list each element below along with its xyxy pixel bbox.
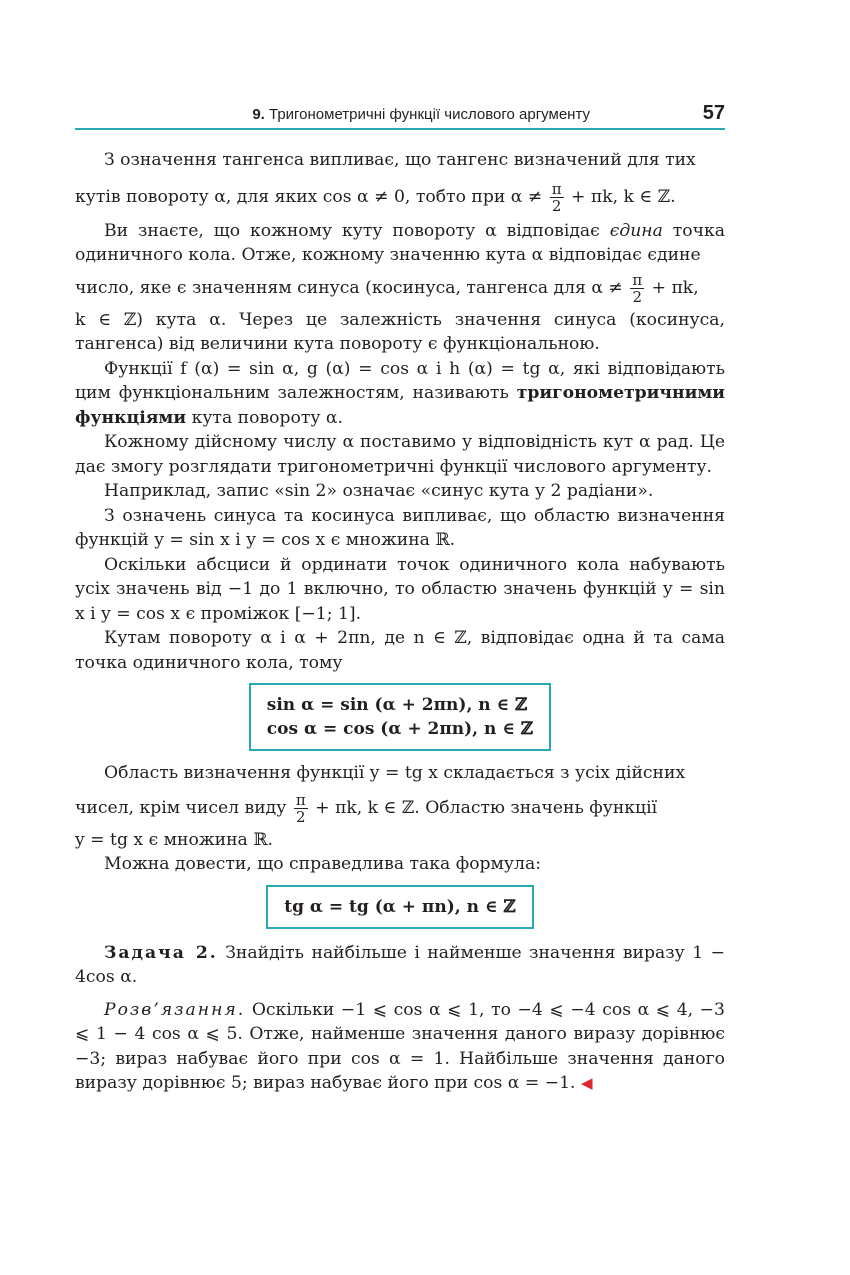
task-2 — [75, 941, 725, 990]
paragraph-tg-domain-cont: чисел, крім чисел виду $\frac{\pi}{2}$ + πk, k ∈ ℤ. Областю значень функції — [75, 790, 658, 826]
emphasis-unique: єдина — [609, 220, 663, 241]
paragraph-periodicity: Кутам повороту α і α + 2πn, де n ∈ ℤ, відповідає одна й та сама точка одиничного кола, тому — [75, 628, 725, 673]
formula-box-tg — [266, 885, 534, 929]
paragraph-unique-number: число, яке є значенням синуса (косинуса, тангенса для α ≠ $\frac{\pi}{2}$ + πk, — [75, 270, 699, 306]
paragraph-tangent-definition — [75, 148, 725, 173]
term-trig-functions: тригонометричними функціями — [75, 383, 726, 428]
paragraph-example: Наприклад, запис «sin 2» означає «синус кута у 2 радіани». — [104, 481, 654, 501]
formula-tg: tg α = tg (α + πn), n ∈ ℤ — [284, 896, 516, 917]
solution — [75, 998, 725, 1096]
paragraph-tangent-condition — [75, 177, 725, 217]
section-title-text: Тригонометричні функції числового аргументу — [269, 106, 590, 123]
p1-line2b: + πk, k ∈ ℤ. — [571, 186, 676, 207]
formula-cos: cos α = cos (α + 2πn), n ∈ ℤ — [266, 719, 534, 739]
paragraph-trig-functions: Функції f (α) = sin α, g (α) = cos α і h (α) = tg α, які відповідають цим функціональним залежностям, називають тригонометричними функціями кута повороту α. — [75, 358, 726, 428]
page-header — [75, 100, 725, 130]
p1-line1: З означення тангенса випливає, що тангенс визначений для тих — [104, 150, 696, 170]
paragraph-numeric-argument: Кожному дійсному числу α поставимо у відповідність кут α рад. Це дає змогу розглядати тригонометричні функції числового аргументу. — [75, 432, 725, 477]
section-title — [252, 106, 590, 123]
paragraph-domain: З означень синуса та косинуса випливає, що областю визначення функцій y = sin x і y = cos x є множина ℝ. — [75, 505, 725, 550]
page-content — [75, 148, 725, 1096]
formula-box-sin-cos — [249, 683, 551, 751]
fraction-pi-over-2: $\frac{\pi}{2}$ — [632, 270, 643, 306]
task-label: Задача 2. — [104, 942, 218, 963]
paragraph-tg-range: y = tg x є множина ℝ. — [75, 829, 274, 850]
end-of-solution-icon: ◀ — [581, 1074, 593, 1092]
fraction-pi-over-2: $\frac{\pi}{2}$ — [295, 790, 306, 826]
solution-label: Розв’язання. — [104, 999, 246, 1020]
section-number: 9. — [252, 106, 265, 123]
paragraph-range: Оскільки абсциси й ординати точок одиничного кола набувають усіх значень від −1 до 1 включно, то областю значень функцій y = sin x і y = cos x є проміжок [−1; 1]. — [75, 554, 725, 624]
paragraph-functional-dependence: k ∈ ℤ) кута α. Через це залежність значення синуса (косинуса, тангенса) від величини кута повороту є функціональною. — [75, 309, 725, 354]
fraction-pi-over-2: $\frac{\pi}{2}$ — [551, 179, 562, 215]
p1-line2a: кутів повороту α, для яких cos α ≠ 0, тобто при α ≠ — [75, 186, 543, 207]
formula-sin: sin α = sin (α + 2πn), n ∈ ℤ — [266, 695, 528, 715]
paragraph-unique-point: Ви знаєте, що кожному куту повороту α відповідає єдина точка одиничного кола. Отже, кожному значенню кута α відповідає єдине — [75, 220, 726, 265]
paragraph-tg-domain: Область визначення функції y = tg x складається з усіх дійсних — [104, 763, 686, 783]
paragraph-formula-intro: Можна довести, що справедлива така формула: — [104, 854, 541, 874]
solution-text: Оскільки −1 ⩽ cos α ⩽ 1, то −4 ⩽ −4 cos α ⩽ 4, −3 ⩽ 1 − 4 cos α ⩽ 5. Отже, найменше значення даного виразу дорівнює −3; вираз набуває його при cos α = 1. Найбільше значення даного виразу дорівнює 5; вираз набуває його при cos α = −1. — [75, 999, 725, 1093]
page-number: 57 — [702, 102, 725, 124]
task-text: Знайдіть найбільше і найменше значення виразу 1 − 4cos α. — [75, 942, 725, 987]
